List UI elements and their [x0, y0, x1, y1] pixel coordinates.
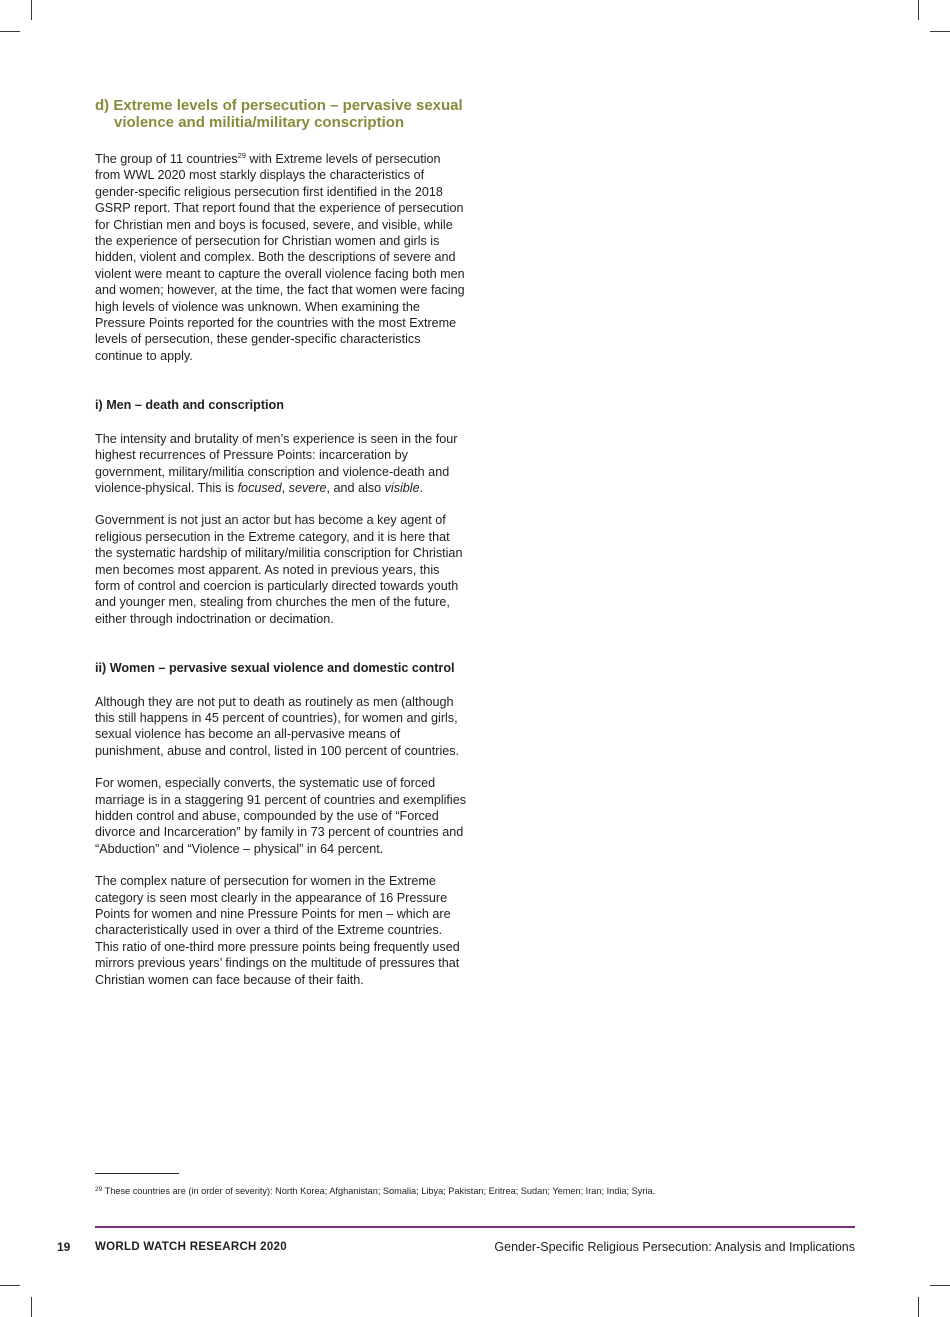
section-title: d) Extreme levels of persecution – pervasive sexual violence and militia/military conscription	[95, 97, 463, 131]
crop-mark	[31, 1297, 32, 1317]
document-title: Gender-Specific Religious Persecution: Analysis and Implications	[494, 1240, 855, 1254]
men-heading: i) Men – death and conscription	[95, 398, 284, 413]
crop-mark	[0, 31, 20, 32]
women-paragraph-1: Although they are not put to death as routinely as men (although this still happens in 45 percent of countries), for women and girls, sexual violence has become an all-pervasive means of punishment, abuse and control, listed in 100 percent of countries.	[95, 694, 460, 758]
crop-mark	[31, 0, 32, 20]
footer-divider	[95, 1226, 855, 1228]
intro-paragraph: The group of 11 countries$^{29}$ with Extreme levels of persecution from WWL 2020 most starkly displays the characteristics of gender-specific religious persecution first identified in the 2018 GSRP report. That report found that the experience of persecution for Christian men and boys is focused, severe, and visible, while the experience of persecution for Christian women and girls is hidden, violent and complex. Both the descriptions of severe and violent were meant to capture the overall violence facing both men and women; however, at the time, the fact that women were facing high levels of violence was unknown. When examining the Pressure Points reported for the countries with the most Extreme levels of persecution, these gender-specific characteristics continue to apply.	[95, 151, 465, 363]
crop-mark	[930, 1285, 950, 1286]
footnote: $^{29}$ These countries are (in order of severity): North Korea; Afghanistan; Somalia; Libya; Pakistan; Eritrea; Sudan; Yemen; Iran; India; Syria.	[95, 1186, 656, 1196]
women-heading: ii) Women – pervasive sexual violence and domestic control	[95, 661, 455, 676]
publication-name: WORLD WATCH RESEARCH 2020	[95, 1241, 287, 1253]
crop-mark	[0, 1285, 20, 1286]
crop-mark	[918, 0, 919, 20]
men-paragraph-2: Government is not just an actor but has become a key agent of religious persecution in the Extreme category, and it is here that the systematic hardship of military/militia conscription for Christian men becomes most apparent. As noted in previous years, this form of control and coercion is particularly directed towards youth and younger men, stealing from churches the men of the future, either through indoctrination or decimation.	[95, 513, 463, 626]
page-number: 19	[57, 1240, 71, 1254]
footnote-reference: 29	[237, 151, 246, 160]
women-paragraph-3: The complex nature of persecution for women in the Extreme category is seen most clearly in the appearance of 16 Pressure Points for women and nine Pressure Points for men – which are characteristically used in over a third of the Extreme countries. This ratio of one-third more pressure points being frequently used mirrors previous years’ findings on the multitude of pressures that Christian women can face because of their faith.	[95, 874, 460, 987]
women-paragraph-2: For women, especially converts, the systematic use of forced marriage is in a staggering 91 percent of countries and exemplifies hidden control and abuse, compounded by the use of “Forced divorce and Incarceration” by family in 73 percent of countries and “Abduction” and “Violence – physical” in 64 percent.	[95, 776, 467, 856]
men-paragraph-1: The intensity and brutality of men’s experience is seen in the four highest recurrences of Pressure Points: incarceration by government, military/militia conscription and violence-death and violence-physical. This is focused, severe, and also visible.	[95, 431, 458, 495]
footnote-divider	[95, 1173, 179, 1174]
main-column	[95, 97, 467, 988]
footnote-number: 29	[95, 1186, 103, 1193]
crop-mark	[918, 1297, 919, 1317]
crop-mark	[930, 31, 950, 32]
